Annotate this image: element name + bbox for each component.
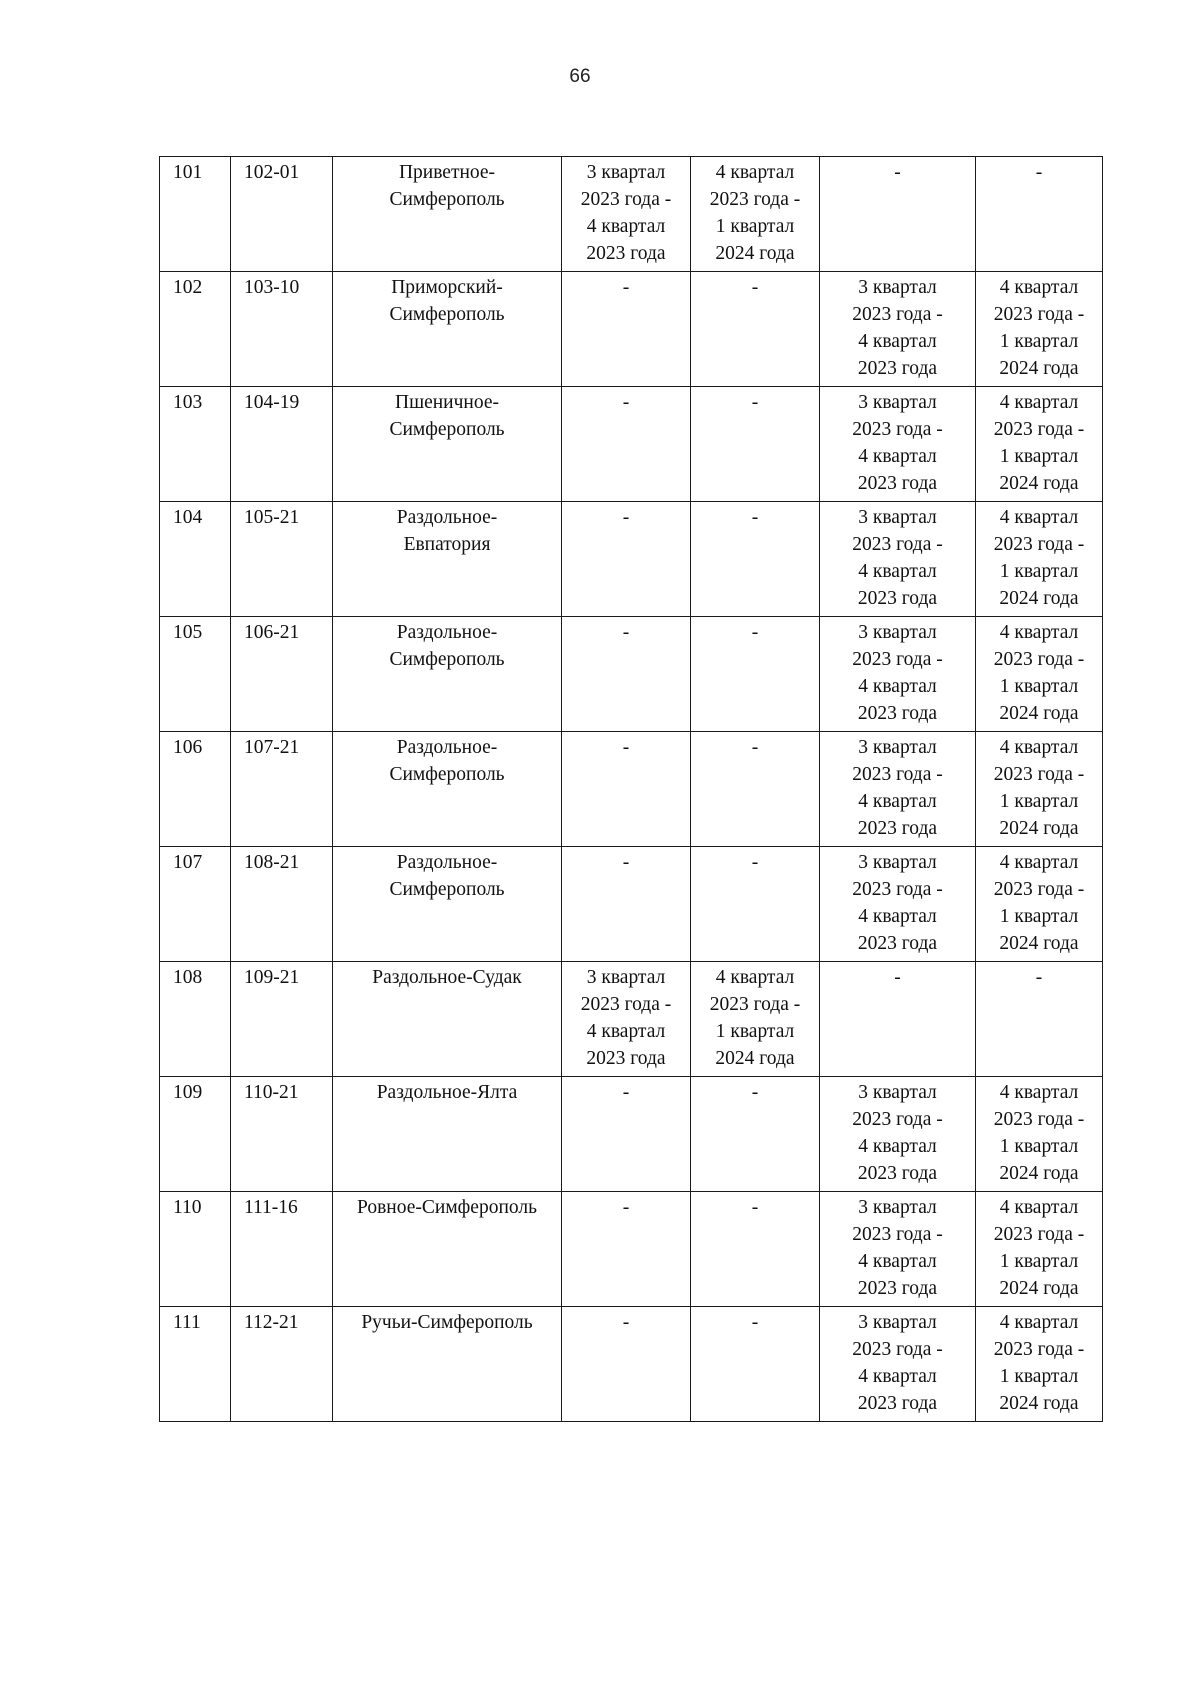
cell-period-3: 3 квартал 2023 года - 4 квартал 2023 года xyxy=(820,847,976,962)
cell-route-code: 102-01 xyxy=(231,157,333,272)
cell-row-number: 102 xyxy=(160,272,231,387)
cell-period-1: - xyxy=(562,387,691,502)
cell-period-1: - xyxy=(562,847,691,962)
cell-route-code: 111-16 xyxy=(231,1192,333,1307)
cell-period-4: 4 квартал 2023 года - 1 квартал 2024 года xyxy=(976,272,1103,387)
cell-period-3: - xyxy=(820,157,976,272)
cell-route-name: Ровное-Симферополь xyxy=(333,1192,562,1307)
table-row xyxy=(160,962,1103,1077)
cell-period-4: 4 квартал 2023 года - 1 квартал 2024 года xyxy=(976,387,1103,502)
cell-period-1: - xyxy=(562,272,691,387)
cell-period-1: - xyxy=(562,1192,691,1307)
cell-route-code: 110-21 xyxy=(231,1077,333,1192)
cell-row-number: 105 xyxy=(160,617,231,732)
cell-period-1: - xyxy=(562,617,691,732)
cell-route-name: Раздольное- Симферополь xyxy=(333,847,562,962)
cell-row-number: 101 xyxy=(160,157,231,272)
cell-route-name: Раздольное-Ялта xyxy=(333,1077,562,1192)
cell-period-1: - xyxy=(562,1077,691,1192)
cell-route-name: Приморский- Симферополь xyxy=(333,272,562,387)
table-row xyxy=(160,1307,1103,1422)
cell-row-number: 109 xyxy=(160,1077,231,1192)
cell-period-1: - xyxy=(562,1307,691,1422)
cell-period-2: 4 квартал 2023 года - 1 квартал 2024 года xyxy=(691,962,820,1077)
table-body xyxy=(160,157,1103,1422)
cell-row-number: 103 xyxy=(160,387,231,502)
cell-route-code: 107-21 xyxy=(231,732,333,847)
cell-period-4: 4 квартал 2023 года - 1 квартал 2024 года xyxy=(976,732,1103,847)
cell-period-3: 3 квартал 2023 года - 4 квартал 2023 года xyxy=(820,617,976,732)
table-row xyxy=(160,732,1103,847)
table-row xyxy=(160,1192,1103,1307)
cell-route-name: Ручьи-Симферополь xyxy=(333,1307,562,1422)
cell-period-2: - xyxy=(691,1077,820,1192)
cell-period-3: 3 квартал 2023 года - 4 квартал 2023 года xyxy=(820,732,976,847)
cell-period-4: 4 квартал 2023 года - 1 квартал 2024 года xyxy=(976,502,1103,617)
cell-period-3: 3 квартал 2023 года - 4 квартал 2023 года xyxy=(820,1307,976,1422)
cell-route-name: Раздольное- Евпатория xyxy=(333,502,562,617)
cell-period-2: - xyxy=(691,387,820,502)
page-number: 66 xyxy=(569,66,591,87)
table-row xyxy=(160,387,1103,502)
cell-route-code: 112-21 xyxy=(231,1307,333,1422)
cell-row-number: 111 xyxy=(160,1307,231,1422)
cell-row-number: 108 xyxy=(160,962,231,1077)
cell-route-name: Раздольное- Симферополь xyxy=(333,732,562,847)
cell-period-3: 3 квартал 2023 года - 4 квартал 2023 года xyxy=(820,1077,976,1192)
cell-period-2: - xyxy=(691,732,820,847)
cell-period-2: - xyxy=(691,502,820,617)
cell-route-name: Раздольное- Симферополь xyxy=(333,617,562,732)
cell-route-code: 109-21 xyxy=(231,962,333,1077)
cell-period-4: 4 квартал 2023 года - 1 квартал 2024 года xyxy=(976,1307,1103,1422)
cell-period-2: - xyxy=(691,1307,820,1422)
cell-period-3: 3 квартал 2023 года - 4 квартал 2023 года xyxy=(820,502,976,617)
cell-route-code: 106-21 xyxy=(231,617,333,732)
cell-period-2: 4 квартал 2023 года - 1 квартал 2024 года xyxy=(691,157,820,272)
cell-route-name: Приветное- Симферополь xyxy=(333,157,562,272)
cell-period-4: 4 квартал 2023 года - 1 квартал 2024 года xyxy=(976,1192,1103,1307)
cell-row-number: 107 xyxy=(160,847,231,962)
cell-period-1: - xyxy=(562,732,691,847)
cell-route-code: 108-21 xyxy=(231,847,333,962)
cell-period-4: - xyxy=(976,157,1103,272)
table-row xyxy=(160,157,1103,272)
cell-period-1: - xyxy=(562,502,691,617)
cell-route-name: Раздольное-Судак xyxy=(333,962,562,1077)
cell-route-name: Пшеничное- Симферополь xyxy=(333,387,562,502)
cell-period-2: - xyxy=(691,617,820,732)
cell-period-3: 3 квартал 2023 года - 4 квартал 2023 года xyxy=(820,272,976,387)
cell-period-2: - xyxy=(691,1192,820,1307)
routes-schedule-table xyxy=(159,156,1103,1422)
cell-period-1: 3 квартал 2023 года - 4 квартал 2023 года xyxy=(562,962,691,1077)
cell-period-4: 4 квартал 2023 года - 1 квартал 2024 года xyxy=(976,847,1103,962)
cell-period-4: 4 квартал 2023 года - 1 квартал 2024 года xyxy=(976,1077,1103,1192)
table-row xyxy=(160,502,1103,617)
cell-route-code: 105-21 xyxy=(231,502,333,617)
cell-period-2: - xyxy=(691,847,820,962)
table-row xyxy=(160,617,1103,732)
cell-row-number: 106 xyxy=(160,732,231,847)
cell-period-4: 4 квартал 2023 года - 1 квартал 2024 года xyxy=(976,617,1103,732)
cell-period-3: 3 квартал 2023 года - 4 квартал 2023 года xyxy=(820,387,976,502)
cell-route-code: 103-10 xyxy=(231,272,333,387)
cell-period-4: - xyxy=(976,962,1103,1077)
cell-row-number: 110 xyxy=(160,1192,231,1307)
cell-route-code: 104-19 xyxy=(231,387,333,502)
table-row xyxy=(160,1077,1103,1192)
table-row xyxy=(160,272,1103,387)
cell-period-3: 3 квартал 2023 года - 4 квартал 2023 года xyxy=(820,1192,976,1307)
table-row xyxy=(160,847,1103,962)
cell-period-1: 3 квартал 2023 года - 4 квартал 2023 года xyxy=(562,157,691,272)
cell-period-3: - xyxy=(820,962,976,1077)
cell-row-number: 104 xyxy=(160,502,231,617)
cell-period-2: - xyxy=(691,272,820,387)
